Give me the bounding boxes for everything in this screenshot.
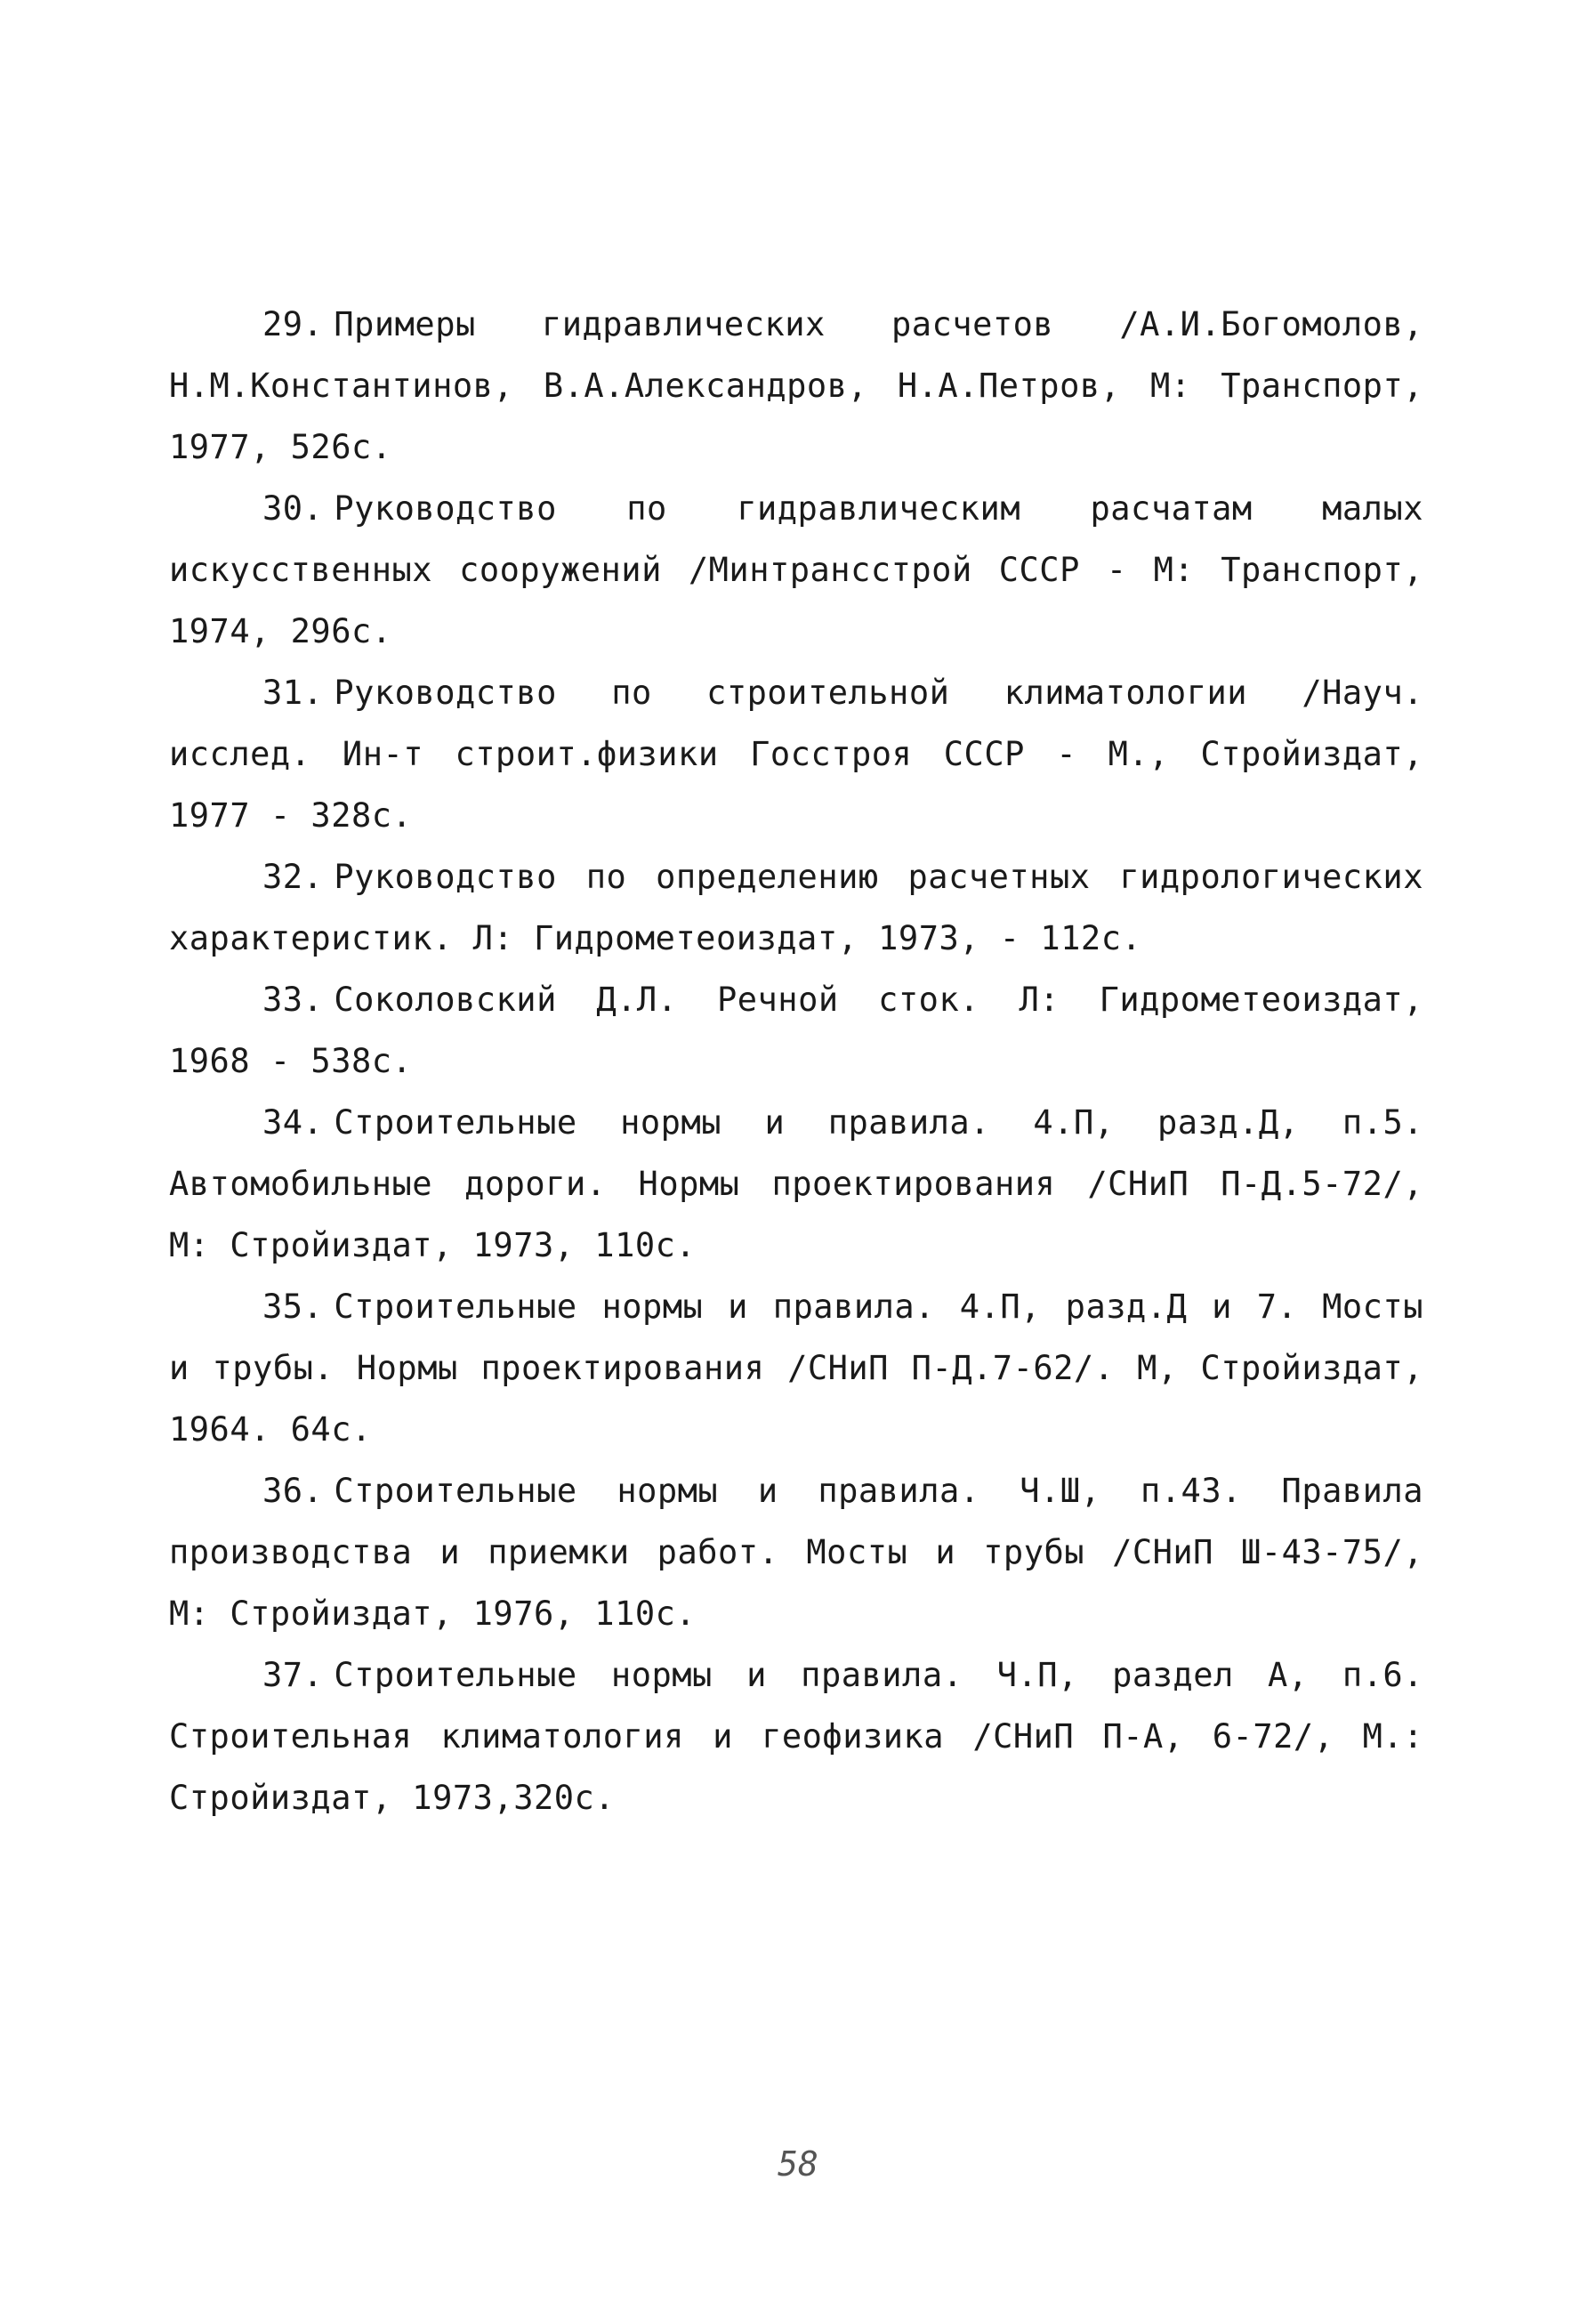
- reference-item: [169, 1460, 1423, 1644]
- reference-number: 32.: [262, 858, 324, 896]
- reference-text: Примеры гидравлических расчетов /А.И.Богомолов, Н.М.Константинов, В.А.Александров, Н.А.Петров, М: Транспорт, 1977, 526с.: [169, 305, 1423, 466]
- reference-text: Соколовский Д.Л. Речной сток. Л: Гидрометеоиздат, 1968 - 538с.: [169, 981, 1423, 1080]
- reference-number: 31.: [262, 674, 324, 712]
- reference-number: 36.: [262, 1472, 324, 1510]
- reference-text: Строительные нормы и правила. Ч.Ш, п.43. Правила производства и приемки работ. Мосты и трубы /СНиП Ш-43-75/, М: Стройиздат, 1976, 110с.: [169, 1472, 1423, 1633]
- reference-item: [169, 294, 1423, 478]
- reference-item: [169, 662, 1423, 846]
- reference-number: 30.: [262, 489, 324, 528]
- reference-item: [169, 1644, 1423, 1829]
- reference-number: 29.: [262, 305, 324, 343]
- reference-item: [169, 1092, 1423, 1276]
- reference-text: Строительные нормы и правила. Ч.П, раздел А, п.6. Строительная климатология и геофизика /СНиП П-А, 6-72/, М.: Стройиздат, 1973,320с.: [169, 1656, 1423, 1817]
- reference-item: [169, 478, 1423, 662]
- reference-text: Руководство по строительной климатологии /Науч. исслед. Ин-т строит.физики Госстроя СССР - М., Стройиздат, 1977 - 328с.: [169, 674, 1423, 835]
- reference-item: [169, 846, 1423, 969]
- reference-item: [169, 969, 1423, 1092]
- reference-number: 37.: [262, 1656, 324, 1694]
- reference-number: 35.: [262, 1288, 324, 1326]
- page-number: 58: [778, 2144, 818, 2184]
- reference-text: Строительные нормы и правила. 4.П, разд.Д, п.5. Автомобильные дороги. Нормы проектирования /СНиП П-Д.5-72/, М: Стройиздат, 1973, 110с.: [169, 1103, 1423, 1264]
- reference-text: Руководство по определению расчетных гидрологических характеристик. Л: Гидрометеоиздат, 1973, - 112с.: [169, 858, 1423, 957]
- reference-number: 33.: [262, 981, 324, 1019]
- reference-number: 34.: [262, 1103, 324, 1142]
- reference-text: Строительные нормы и правила. 4.П, разд.Д и 7. Мосты и трубы. Нормы проектирования /СНиП П-Д.7-62/. М, Стройиздат, 1964. 64с.: [169, 1288, 1423, 1449]
- reference-item: [169, 1276, 1423, 1460]
- reference-list: [169, 294, 1423, 1829]
- reference-text: Руководство по гидравлическим расчатам малых искусственных сооружений /Минтрансстрой СССР - М: Транспорт, 1974, 296с.: [169, 489, 1423, 650]
